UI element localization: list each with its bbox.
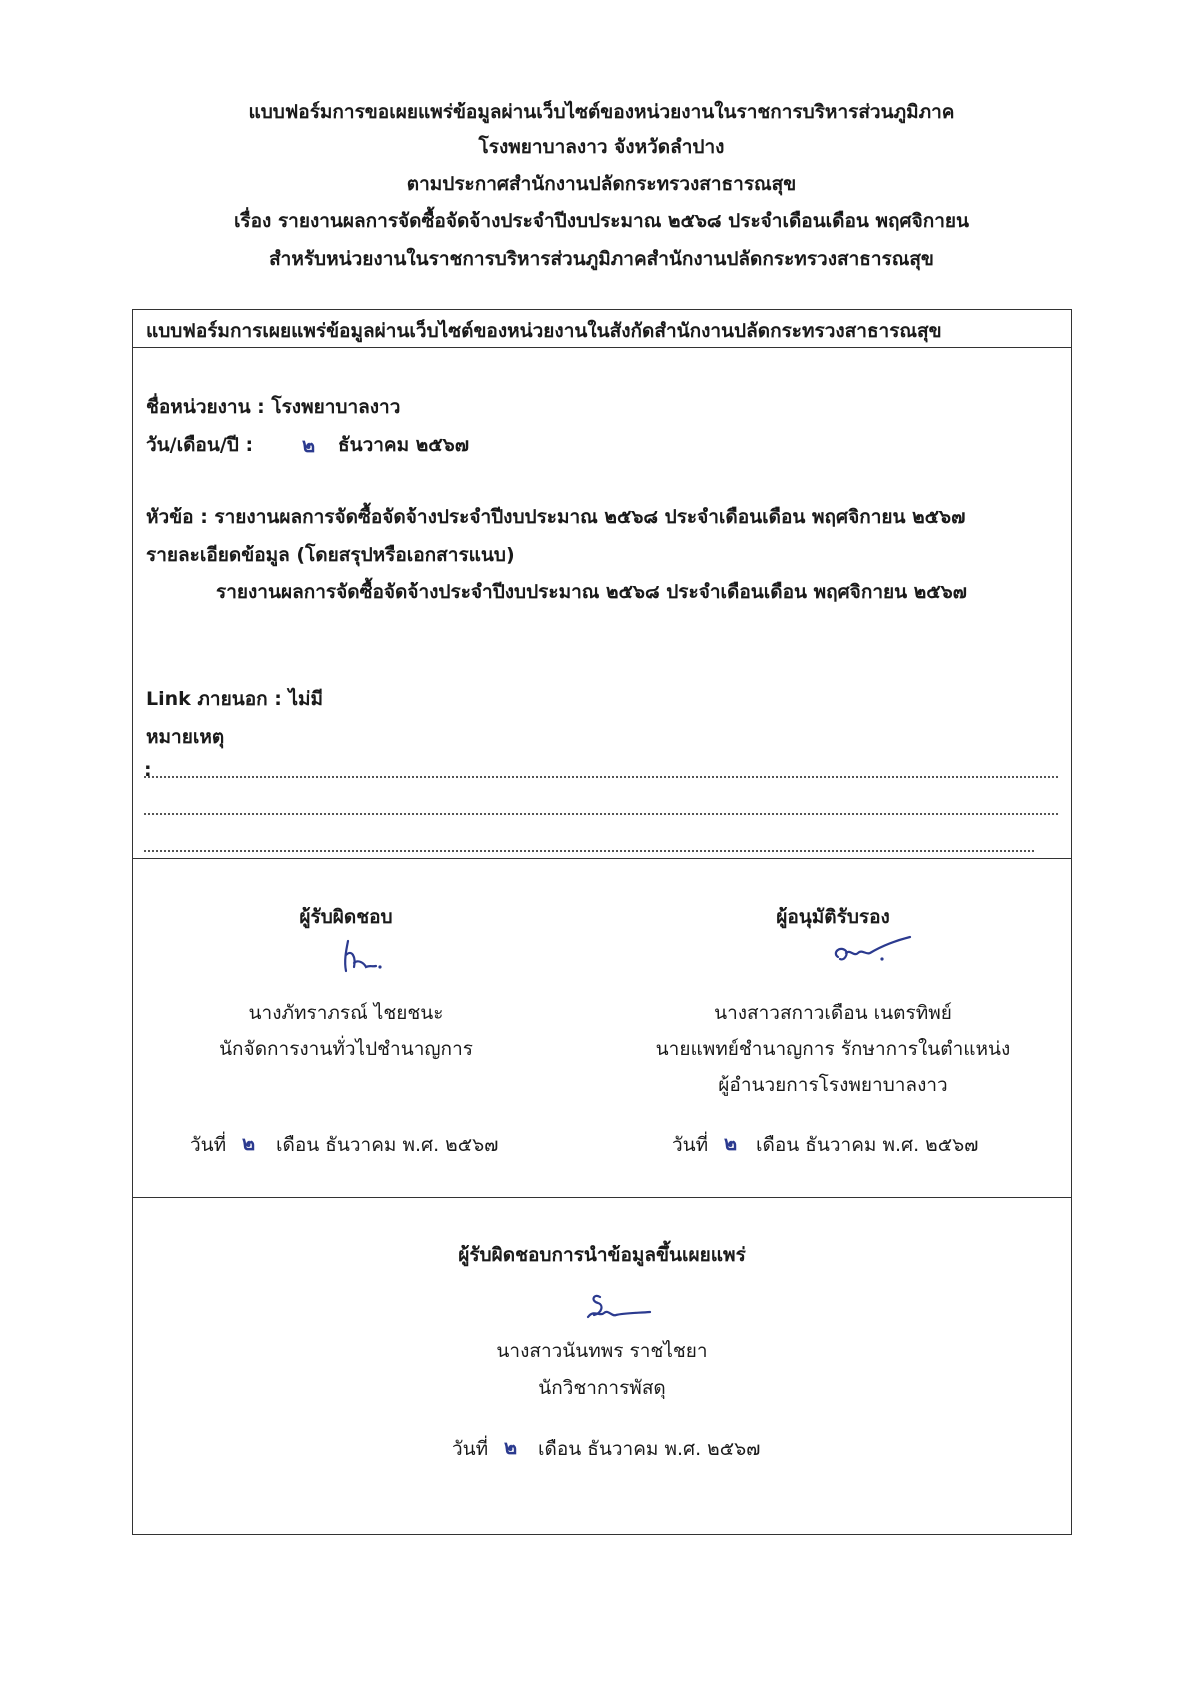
remark-dotted-line-1	[144, 774, 1058, 778]
detail-label: รายละเอียดข้อมูล (โดยสรุปหรือเอกสารแนบ)	[146, 544, 515, 566]
approver-name: นางสาวสกาวเดือน เนตรทิพย์	[714, 1002, 952, 1024]
detail-text: รายงานผลการจัดซื้อจัดจ้างประจำปีงบประมาณ ๒๕๖๘ ประจำเดือนเดือน พฤศจิกายน ๒๕๖๗	[216, 581, 967, 603]
topic: หัวข้อ : รายงานผลการจัดซื้อจัดจ้างประจำปีงบประมาณ ๒๕๖๘ ประจำเดือนเดือน พฤศจิกายน ๒๕๖๗	[146, 506, 966, 528]
publisher-date-prefix: วันที่	[452, 1438, 489, 1460]
date-month-year: ธันวาคม ๒๕๖๗	[338, 434, 470, 456]
approver-title: ผู้อนุมัติรับรอง	[776, 906, 890, 928]
responsible-position: นักจัดการงานทั่วไปชำนาญการ	[219, 1038, 473, 1060]
publisher-date-rest: เดือน ธันวาคม พ.ศ. ๒๕๖๗	[538, 1438, 761, 1460]
publisher-title: ผู้รับผิดชอบการนำข้อมูลขึ้นเผยแพร่	[458, 1244, 746, 1266]
publisher-signature	[580, 1287, 654, 1327]
agency-name: ชื่อหน่วยงาน : โรงพยาบาลงาว	[146, 396, 401, 418]
publisher-position: นักวิชาการพัสดุ	[538, 1377, 666, 1399]
approver-position-1: นายแพทย์ชำนาญการ รักษาการในตำแหน่ง	[655, 1038, 1011, 1060]
responsible-name: นางภัทราภรณ์ ไชยชนะ	[248, 1002, 444, 1024]
publisher-date-day-handwritten: ๒	[504, 1435, 518, 1459]
responsible-signature	[336, 935, 386, 979]
remark-dotted-line-3	[144, 848, 1034, 852]
approver-signature	[826, 933, 916, 973]
remark-colon: :	[144, 759, 152, 781]
header-line-2: โรงพยาบาลงาว จังหวัดลำปาง	[478, 136, 725, 158]
responsible-date-rest: เดือน ธันวาคม พ.ศ. ๒๕๖๗	[276, 1134, 499, 1156]
responsible-date-day-handwritten: ๒	[242, 1131, 256, 1155]
approver-date-prefix: วันที่	[672, 1134, 709, 1156]
date-day-handwritten: ๒	[302, 433, 316, 457]
publisher-name: นางสาวนันทพร ราชไชยา	[496, 1340, 708, 1362]
responsible-date-prefix: วันที่	[190, 1134, 227, 1156]
remark-dotted-line-2	[144, 811, 1058, 815]
approver-date-rest: เดือน ธันวาคม พ.ศ. ๒๕๖๗	[756, 1134, 979, 1156]
remark-label: หมายเหตุ	[146, 726, 225, 748]
header-line-4: เรื่อง รายงานผลการจัดซื้อจัดจ้างประจำปีงบประมาณ ๒๕๖๘ ประจำเดือนเดือน พฤศจิกายน	[233, 210, 970, 232]
responsible-title: ผู้รับผิดชอบ	[299, 906, 393, 928]
header-line-5: สำหรับหน่วยงานในราชการบริหารส่วนภูมิภาคสำนักงานปลัดกระทรวงสาธารณสุข	[269, 248, 934, 270]
approver-position-2: ผู้อำนวยการโรงพยาบาลงาว	[718, 1074, 948, 1096]
date-label: วัน/เดือน/ปี :	[146, 434, 254, 456]
approver-date-day-handwritten: ๒	[724, 1131, 738, 1155]
form-title: แบบฟอร์มการเผยแพร่ข้อมูลผ่านเว็บไซต์ของหน่วยงานในสังกัดสำนักงานปลัดกระทรวงสาธารณสุข	[146, 320, 942, 342]
header-line-3: ตามประกาศสำนักงานปลัดกระทรวงสาธารณสุข	[406, 173, 797, 195]
external-link: Link ภายนอก : ไม่มี	[146, 688, 324, 710]
header-line-1: แบบฟอร์มการขอเผยแพร่ข้อมูลผ่านเว็บไซต์ของหน่วยงานในราชการบริหารส่วนภูมิภาค	[248, 101, 955, 123]
